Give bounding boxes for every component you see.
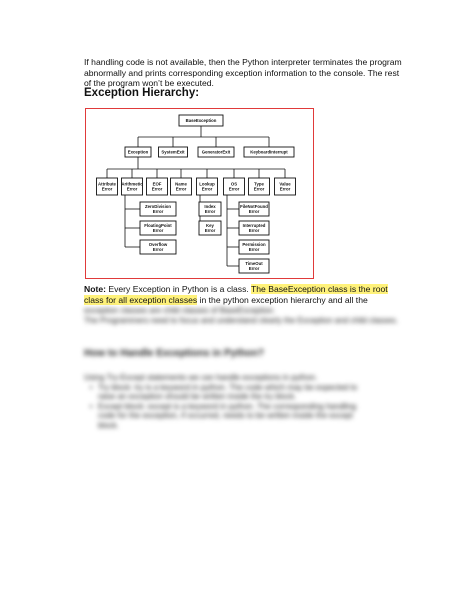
- svg-text:Exception: Exception: [127, 149, 149, 155]
- exception-node-zerodivisionerror: [140, 202, 176, 216]
- svg-text:Interrupted: Interrupted: [242, 222, 266, 228]
- svg-text:KeyboardInterrupt: KeyboardInterrupt: [250, 149, 288, 155]
- exception-node-keyerror: [199, 221, 221, 235]
- note-highlight-2: class for all exception classes: [84, 294, 198, 305]
- svg-text:GeneratorExit: GeneratorExit: [201, 149, 231, 155]
- svg-text:Error: Error: [248, 228, 260, 234]
- svg-text:Name: Name: [175, 181, 187, 187]
- svg-text:Error: Error: [204, 228, 216, 234]
- blurred-bullet-2: [84, 402, 419, 431]
- exception-node-filenotfounderror: [239, 202, 269, 216]
- svg-text:EOF: EOF: [152, 181, 162, 187]
- svg-text:Error: Error: [201, 186, 213, 192]
- note-text-after: in the python exception hierarchy and all the: [197, 294, 368, 305]
- exception-node-keyboardinterrupt: [244, 147, 294, 157]
- bullet-2-line-a: Except block: except is a keyword in python. The corresponding handling: [98, 401, 357, 411]
- hierarchy-svg: [86, 109, 313, 278]
- bullet-1-line-b: raise an exception should be written inside the try block.: [98, 392, 297, 401]
- section-title: Exception Hierarchy:: [84, 87, 200, 99]
- note-text-before: Every Exception in Python is a class.: [105, 284, 252, 294]
- exception-hierarchy-diagram: [85, 108, 314, 279]
- intro-line-3: of the program won’t be executed.: [84, 78, 214, 89]
- blurred-intro: Using Try-Except statements we can handle exceptions in python.: [84, 373, 318, 382]
- svg-text:Arithmetic: Arithmetic: [121, 181, 143, 187]
- svg-text:Error: Error: [152, 209, 164, 215]
- exception-node-lookuperror: [197, 178, 218, 195]
- svg-text:Error: Error: [151, 186, 163, 192]
- bullet-icon: •: [89, 401, 93, 411]
- svg-text:Error: Error: [248, 266, 260, 272]
- svg-text:Error: Error: [175, 186, 187, 192]
- svg-text:Error: Error: [126, 186, 138, 192]
- intro-line-1: If handling code is not available, then the Python interpreter terminates the program: [84, 57, 402, 67]
- svg-text:Error: Error: [204, 209, 216, 215]
- svg-text:Error: Error: [152, 228, 164, 234]
- svg-text:Error: Error: [253, 186, 265, 192]
- svg-text:Error: Error: [152, 247, 164, 253]
- exception-node-eoferror: [147, 178, 168, 195]
- svg-text:Attribute: Attribute: [98, 181, 116, 187]
- exception-node-typeerror: [249, 178, 270, 195]
- exception-node-systemexit: [159, 147, 188, 157]
- svg-text:Permission: Permission: [242, 241, 266, 247]
- blurred-line-1: exception classes are child classes of BaseException.: [84, 306, 276, 315]
- exception-node-permissionerror: [239, 240, 269, 254]
- svg-text:SystemExit: SystemExit: [161, 149, 185, 155]
- bullet-icon: •: [89, 382, 93, 392]
- exception-node-exception: [125, 147, 151, 157]
- svg-text:Overflow: Overflow: [148, 241, 168, 247]
- exception-node-interruptederror: [239, 221, 269, 235]
- note-highlight-1: The BaseException class is the root: [251, 284, 388, 294]
- svg-text:Type: Type: [254, 181, 264, 187]
- intro-paragraph: [84, 57, 414, 89]
- svg-text:FloatingPoint: FloatingPoint: [144, 222, 172, 228]
- exception-node-nameerror: [171, 178, 192, 195]
- blurred-continuation: [84, 306, 419, 325]
- svg-text:FileNotFound: FileNotFound: [240, 203, 268, 209]
- exception-node-generatorexit: [198, 147, 234, 157]
- svg-text:ZeroDivision: ZeroDivision: [144, 203, 172, 209]
- note-paragraph: [84, 284, 414, 305]
- blurred-heading: How to Handle Exceptions in Python?: [84, 348, 265, 359]
- exception-node-timeouterror: [239, 259, 269, 273]
- note-label: Note:: [84, 284, 106, 294]
- exception-node-arithmeticerror: [121, 178, 143, 195]
- exception-node-oserror: [224, 178, 245, 195]
- exception-node-valueerror: [275, 178, 296, 195]
- intro-line-2: abnormally and prints corresponding exception information to the console. The rest: [84, 67, 400, 78]
- exception-node-floatingpointerror: [140, 221, 176, 235]
- bullet-1-line-a: Try block: try is a keyword in python. The code which may be expected to: [98, 382, 358, 392]
- blurred-line-2: The Programmers need to focus and understand clearly the Exception and child classes.: [84, 315, 398, 325]
- svg-text:Lookup: Lookup: [199, 181, 215, 187]
- svg-text:OS: OS: [230, 181, 238, 187]
- blurred-section: [84, 348, 419, 430]
- blurred-bullet-1: [84, 383, 419, 402]
- svg-text:Error: Error: [248, 247, 260, 253]
- svg-text:Error: Error: [101, 186, 113, 192]
- svg-text:Error: Error: [248, 209, 260, 215]
- svg-text:Key: Key: [206, 222, 214, 228]
- exception-node-overflowerror: [140, 240, 176, 254]
- svg-text:Index: Index: [204, 203, 216, 209]
- bullet-2-line-b: code for the exception, if occurred, needs to be written inside the except: [98, 411, 353, 420]
- svg-text:Value: Value: [279, 181, 291, 187]
- exception-node-baseexception: [179, 115, 223, 126]
- svg-text:TimeOut: TimeOut: [245, 260, 263, 266]
- svg-text:BaseException: BaseException: [185, 118, 217, 123]
- exception-node-indexerror: [199, 202, 221, 216]
- svg-text:Error: Error: [228, 186, 240, 192]
- exception-node-attributeerror: [97, 178, 118, 195]
- svg-text:Error: Error: [279, 186, 291, 192]
- bullet-2-line-c: block.: [98, 420, 119, 430]
